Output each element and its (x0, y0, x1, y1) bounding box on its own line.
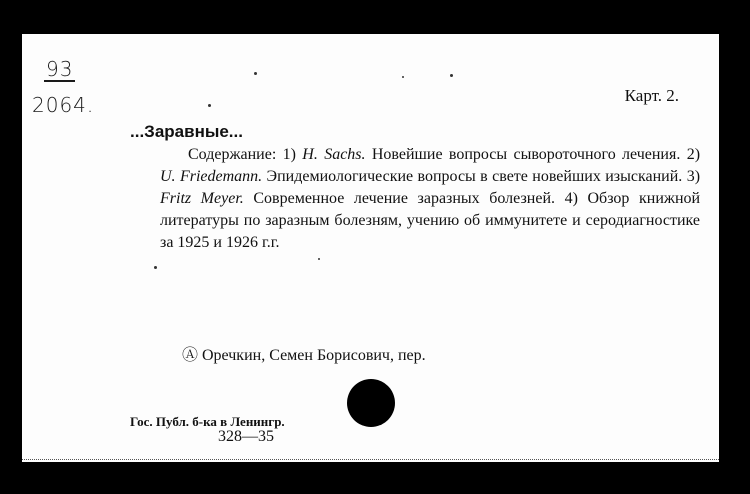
item-1-author: H. Sachs. (302, 146, 366, 163)
scan-speck (402, 76, 404, 78)
card-bottom-edge (22, 459, 719, 460)
scan-speck (154, 266, 157, 269)
item-4-title: Обзор книжной литературы по заразным болезням, учению об иммунитете и серодиагностике за 1925 и 1926 г.г. (160, 190, 701, 251)
item-2-title: Эпидемиологические вопросы в свете новейших изысканий. (266, 168, 683, 185)
item-3-author: Fritz Meyer. (160, 190, 244, 207)
item-2-author: U. Friedemann. (160, 168, 263, 185)
item-2-number: 2) (686, 146, 701, 163)
item-4-number: 4) (564, 190, 578, 207)
card-heading: ...Заравные... (130, 122, 243, 141)
library-stamp: Гос. Публ. б-ка в Ленингр. (130, 414, 285, 429)
contents-label: Содержание: (188, 146, 277, 163)
scan-speck (318, 258, 320, 260)
punch-hole (347, 379, 395, 427)
scan-speck (208, 104, 211, 107)
scan-speck (254, 72, 257, 75)
card-number: Карт. 2. (624, 86, 679, 105)
catalog-card (22, 34, 719, 462)
contents-paragraph (160, 144, 700, 254)
item-3-title: Современное лечение заразных болезней. (253, 190, 556, 207)
item-1-number: 1) (282, 146, 296, 163)
item-3-number: 3) (686, 168, 701, 185)
shelfmark: 328—35 (218, 428, 274, 445)
handwritten-number-bottom: 2064. (32, 93, 95, 117)
scan-speck (450, 74, 453, 77)
handwritten-number-top: 93 (46, 57, 74, 81)
translator-line: Ⓐ Оречкин, Семен Борисович, пер. (182, 347, 426, 364)
item-1-title: Новейшие вопросы сывороточного лечения. (371, 146, 681, 163)
